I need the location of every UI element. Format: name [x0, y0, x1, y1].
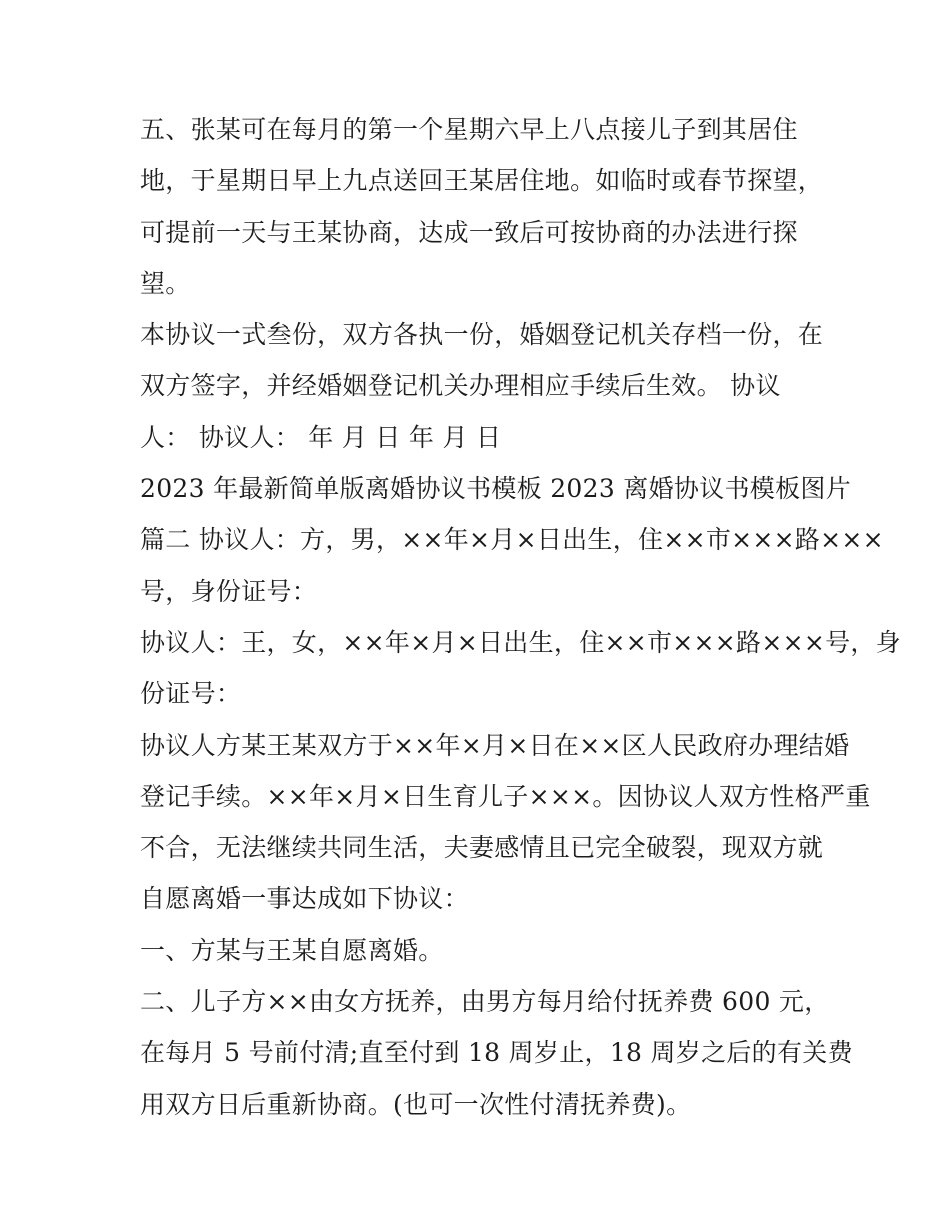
text-line-copies-2: 双方签字，并经婚姻登记机关办理相应手续后生效。 协议	[140, 371, 781, 401]
party-b-line-1: 协议人：王，女，××年×月×日出生，住××市×××路×××号，身	[140, 627, 901, 657]
text-line-visitation-1: 五、张某可在每月的第一个星期六早上八点接儿子到其居住	[140, 115, 798, 144]
clause-two-line-2: 在每月 5 号前付清;直至付到 18 周岁止，18 周岁之后的有关费	[140, 1038, 853, 1068]
text-line-visitation-2: 地，于星期日早上九点送回王某居住地。如临时或春节探望，	[140, 166, 824, 196]
text-line-copies-1: 本协议一式叁份，双方各执一份，婚姻登记机关存档一份，在	[140, 320, 824, 350]
clause-two-line-1: 二、儿子方××由女方抚养，由男方每月给付抚养费 600 元，	[140, 987, 830, 1017]
party-a-line-1: 篇二 协议人：方，男，××年×月×日出生，住××市×××路×××	[140, 525, 884, 555]
preamble-line-2: 登记手续。××年×月×日生育儿子×××。因协议人双方性格严重	[140, 781, 871, 811]
party-b-line-2: 份证号：	[140, 679, 242, 709]
signature-line: 人： 协议人： 年 月 日 年 月 日	[140, 422, 502, 452]
section-heading: 2023 年最新简单版离婚协议书模板 2023 离婚协议书模板图片	[140, 474, 851, 504]
clause-two-line-3: 用双方日后重新协商。(也可一次性付清抚养费)。	[140, 1089, 692, 1119]
text-line-visitation-4: 望。	[140, 268, 191, 298]
party-a-line-2: 号，身份证号：	[140, 576, 318, 606]
preamble-line-3: 不合，无法继续共同生活，夫妻感情且已完全破裂，现双方就	[140, 833, 824, 863]
preamble-line-1: 协议人方某王某双方于××年×月×日在××区人民政府办理结婚	[140, 730, 850, 760]
clause-one: 一、方某与王某自愿离婚。	[140, 935, 444, 965]
document-body	[140, 104, 901, 1130]
text-line-visitation-3: 可提前一天与王某协商，达成一致后可按协商的办法进行探	[140, 217, 798, 247]
preamble-line-4: 自愿离婚一事达成如下协议：	[140, 884, 469, 914]
